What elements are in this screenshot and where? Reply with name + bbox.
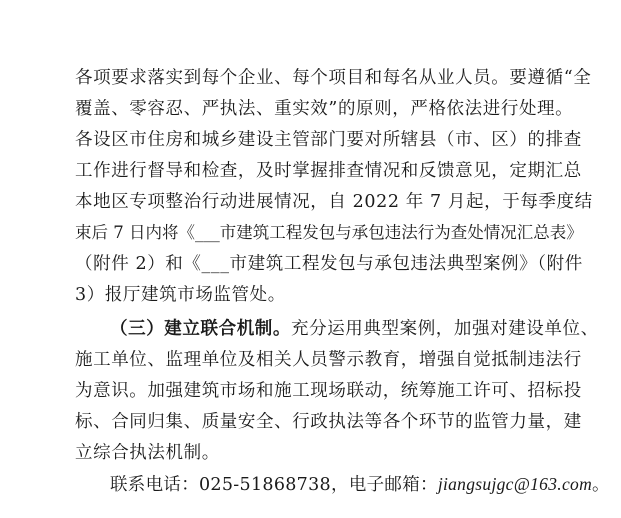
paragraph-line-4: 工作进行督导和检查，及时掌握排查情况和反馈意见，定期汇总 [75, 161, 582, 181]
section-line-5: 立综合执法机制。 [75, 443, 220, 463]
email-label: 电子邮箱： [348, 475, 438, 495]
section-heading: （三）建立联合机制。 [110, 319, 291, 339]
paragraph-line-8: 3）报厅建筑市场监管处。 [75, 285, 286, 305]
paragraph-line-2: 覆盖、零容忍、严执法、重实效”的原则，严格依法进行处理。 [75, 99, 574, 119]
phone-number: 025-51868738 [199, 475, 331, 495]
section-line-4: 标、合同归集、质量安全、行政执法等各个环节的监管力量，建 [75, 412, 582, 432]
paragraph-line-7: （附件 2）和《___市建筑工程发包与承包违法典型案例》（附件 [75, 254, 583, 274]
section-first-line [110, 318, 599, 340]
section-line-1: 充分运用典型案例，加强对建设单位、 [291, 319, 599, 339]
paragraph-line-3: 各设区市住房和城乡建设主管部门要对所辖县（市、区）的排查 [75, 130, 582, 150]
contact-line [110, 473, 610, 496]
contact-separator: ， [331, 475, 349, 495]
contact-end: 。 [592, 475, 610, 495]
paragraph-line-5: 本地区专项整治行动进展情况，自 2022 年 7 月起，于每季度结 [75, 192, 593, 212]
paragraph-line-6: 束后 7 日内将《___市建筑工程发包与承包违法行为查处情况汇总表》 [75, 223, 583, 242]
section-line-2: 施工单位、监理单位及相关人员警示教育，增强自觉抵制违法行 [75, 350, 582, 370]
paragraph-line-1: 各项要求落实到每个企业、每个项目和每名从业人员。要遵循“全 [75, 68, 592, 88]
section-line-3: 为意识。加强建筑市场和施工现场联动，统筹施工许可、招标投 [75, 381, 582, 401]
phone-label: 联系电话： [110, 475, 199, 495]
email-address: jiangsujgc@163.com [437, 474, 593, 494]
